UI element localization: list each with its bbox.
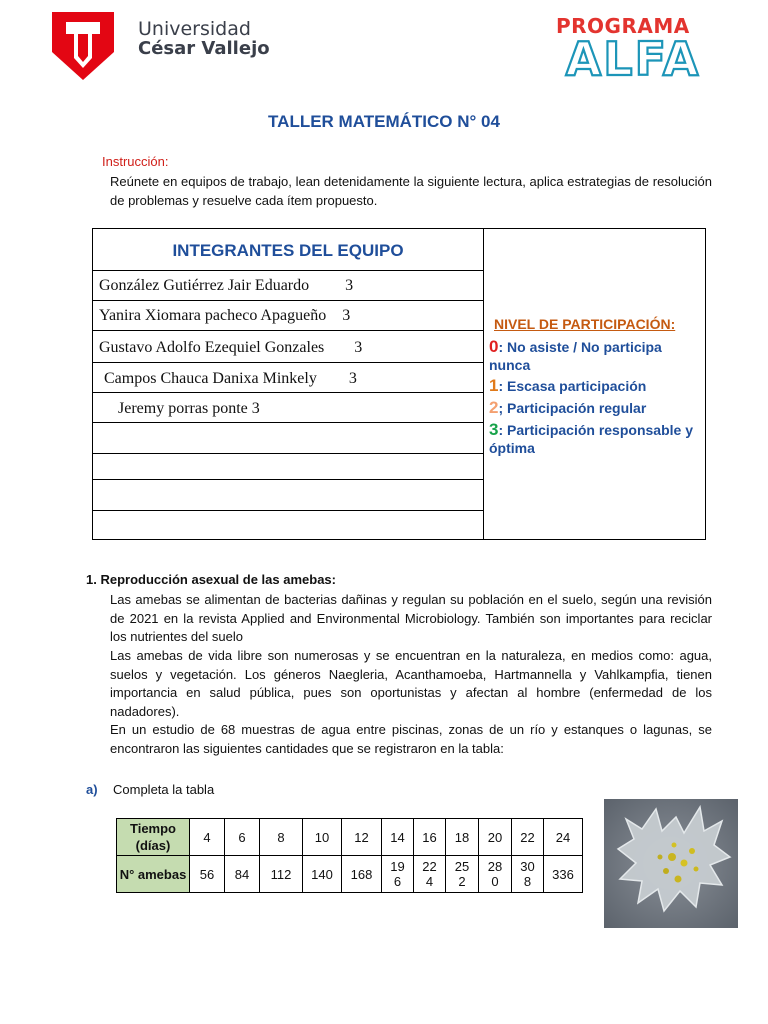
member-name: González Gutiérrez Jair Eduardo: [99, 277, 310, 294]
amebas-cell: 224: [414, 856, 446, 893]
team-member-row: [93, 331, 483, 363]
member-level: 3: [345, 277, 354, 294]
instruction-text: Reúnete en equipos de trabajo, lean detenidamente la siguiente lectura, aplica estrategias de resolución de problemas y resuelve cada ítem propuesto.: [110, 174, 712, 208]
amebas-cell: 112: [260, 856, 303, 893]
day-cell: 22: [512, 819, 544, 856]
amebas-cell: 308: [512, 856, 544, 893]
day-cell: 12: [342, 819, 382, 856]
day-cell: 10: [303, 819, 342, 856]
amebas-cell: 140: [303, 856, 342, 893]
amoeba-image: [604, 799, 738, 928]
level-description: : No asiste / No participa nunca: [489, 339, 662, 373]
empty-row: [93, 480, 483, 511]
member-name: Jeremy porras ponte 3: [118, 400, 260, 417]
day-cell: 6: [225, 819, 260, 856]
amebas-cell: 252: [446, 856, 479, 893]
team-member-row: [93, 363, 483, 393]
member-level: 3: [342, 307, 351, 324]
member-level: 3: [348, 370, 357, 387]
level-description: ; Participación regular: [498, 400, 647, 416]
participation-level-2: [489, 399, 704, 417]
university-name-line2: César Vallejo: [138, 38, 270, 59]
day-cell: 16: [414, 819, 446, 856]
team-member-row: [93, 301, 483, 331]
participation-title: NIVEL DE PARTICIPACIÓN:: [494, 316, 676, 332]
level-number: 0: [489, 337, 499, 356]
level-number: 3: [489, 420, 499, 439]
member-name: Gustavo Adolfo Ezequiel Gonzales: [99, 339, 325, 356]
program-alfa-logo: [554, 36, 712, 80]
participation-level-3: [489, 421, 704, 457]
participation-level-0: [489, 338, 704, 374]
amebas-cell: 196: [382, 856, 414, 893]
paragraph-1: Las amebas se alimentan de bacterias dañinas y regulan su población en el suelo, según una revisión de 2021 en la revista Applied and Environmental Microbiology. También son importantes para reciclar los nutrientes del suelo: [110, 592, 712, 644]
amebas-cell: 280: [479, 856, 512, 893]
team-member-row: [93, 271, 483, 301]
amebas-row: [117, 856, 583, 893]
amebas-header: N° amebas: [117, 856, 190, 893]
team-member-row: [93, 393, 483, 423]
program-label: PROGRAMA: [556, 14, 690, 38]
day-cell: 4: [190, 819, 225, 856]
day-cell: 14: [382, 819, 414, 856]
days-row: [117, 819, 583, 856]
empty-row: [93, 454, 483, 480]
level-number: 1: [489, 376, 499, 395]
days-header: Tiempo (días): [117, 819, 190, 856]
level-description: : Escasa participación: [498, 378, 647, 394]
team-header: INTEGRANTES DEL EQUIPO: [93, 229, 483, 271]
amebas-cell: 168: [342, 856, 382, 893]
level-description: : Participación responsable y óptima: [489, 422, 693, 456]
amebas-cell: 336: [544, 856, 583, 893]
item-a-text: Completa la tabla: [113, 782, 215, 797]
section-title: 1. Reproducción asexual de las amebas:: [86, 572, 336, 587]
level-number: 2: [489, 398, 499, 417]
amoeba-data-table: [116, 818, 583, 893]
day-cell: 8: [260, 819, 303, 856]
university-name-line1: Universidad: [138, 18, 251, 40]
day-cell: 18: [446, 819, 479, 856]
item-a-letter: a): [86, 782, 98, 797]
day-cell: 24: [544, 819, 583, 856]
instruction-label: Instrucción:: [102, 154, 169, 169]
member-name: Campos Chauca Danixa Minkely: [104, 370, 317, 387]
day-cell: 20: [479, 819, 512, 856]
amebas-cell: 84: [225, 856, 260, 893]
amebas-cell: 56: [190, 856, 225, 893]
empty-row: [93, 423, 483, 454]
member-level: 3: [354, 339, 363, 356]
program-alfa-text: ALFA: [565, 36, 701, 80]
participation-level-1: [489, 377, 704, 395]
page-title: TALLER MATEMÁTICO N° 04: [268, 112, 500, 131]
paragraph-3: En un estudio de 68 muestras de agua entre piscinas, zonas de un río y estanques o lagunas, se encontraron las siguientes cantidades que se registraron en la tabla:: [110, 722, 712, 756]
member-name: Yanira Xiomara pacheco Apagueño: [99, 307, 327, 324]
team-members-column: [93, 229, 484, 539]
university-logo-icon: [52, 12, 114, 80]
paragraph-2: Las amebas de vida libre son numerosas y se encuentran en la naturaleza, en medios como: agua, suelos y vegetación. Los géneros Naegleria, Acanthamoeba, Hartmannella y Vahlkampfia, tienen importancia en salud pública, pues son oportunistas y afectan al hombre (enfermedad de los nadadores).: [110, 648, 712, 719]
